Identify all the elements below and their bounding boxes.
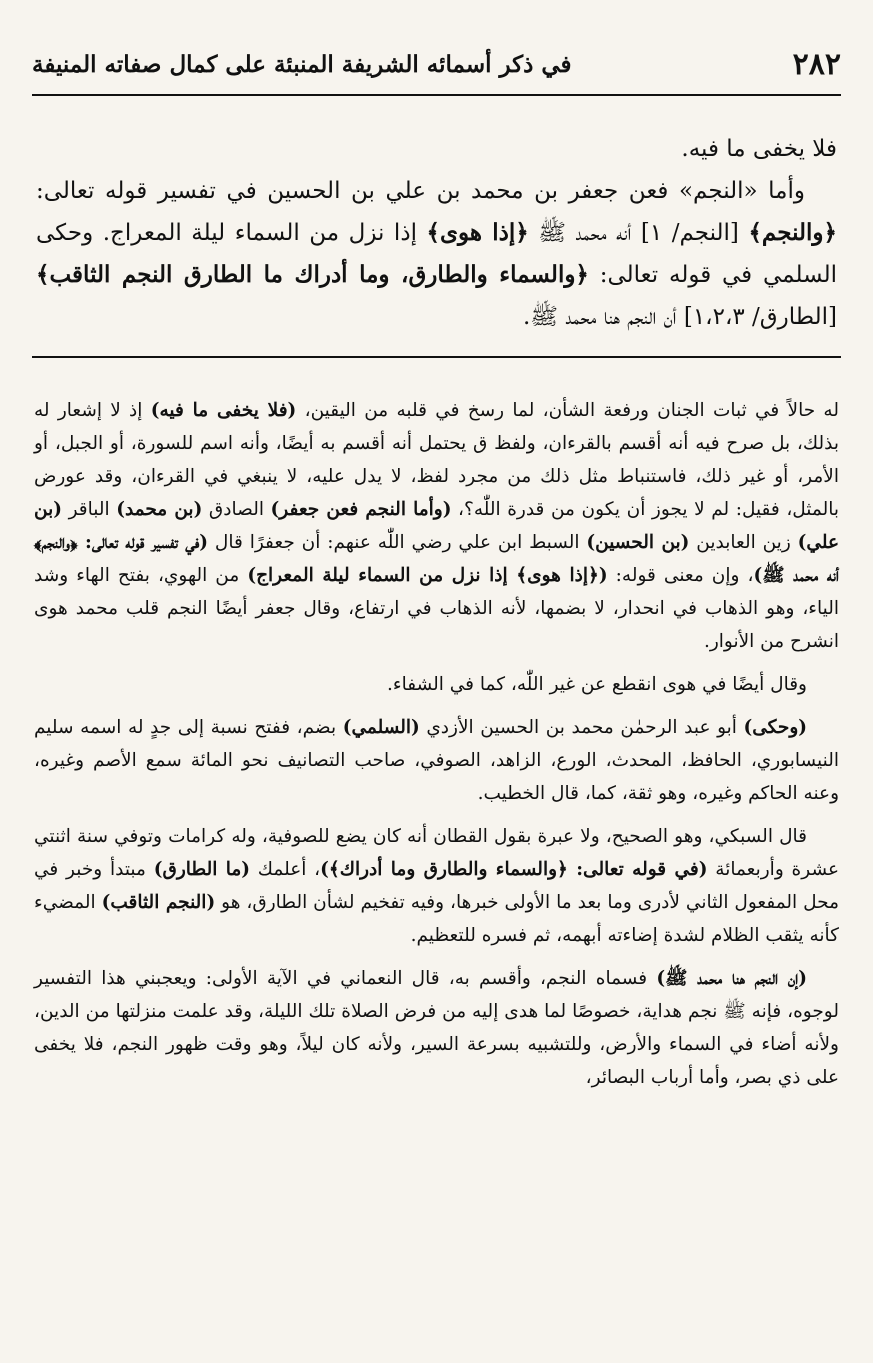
text-run: ، أعلمك: [250, 859, 321, 880]
text-run: مبتدأ وخبر في محل المفعول الثاني لأدرى وما بعد ما الأولى خبرها، وفيه تفخيم لشأن الطارق، هو: [34, 859, 839, 913]
header-rule: [32, 94, 841, 96]
text-run: فسماه النجم، وأقسم به، قال النعماني في الآية الأولى: ويعجبني هذا التفسير لوجوه، فإنه ﷺ نجم هداية، خصوصًا لما هدى إليه من فرض الصلاة تلك الليلة، وقد علمت منزلتها من الدين، ولأنه أضاء في السماء والأرض، وللتشبيه بسرعة السير، ولأنه كان ليلاً، وهو وقت ظهور النجم، فلا يخفى على ذي بصر، وأما أرباب البصائر،: [34, 968, 839, 1088]
bold-run: (في قوله تعالى: ﴿والسماء والطارق وما أدراك﴾): [320, 859, 708, 880]
bold-run: (إن النجم هنا محمد ﷺ): [656, 968, 807, 989]
bold-run: (في تفسير قوله تعالى: ﴿والنجم﴾ أنه محمد ﷺ): [34, 532, 839, 586]
text-run: الصادق: [202, 499, 271, 520]
bold-run: ﴿والسماء والطارق، وما أدراك ما الطارق النجم الثاقب﴾: [36, 261, 589, 288]
commentary-paragraph: [34, 394, 839, 658]
running-title: في ذكر أسمائه الشريفة المنبئة على كمال صفاته المنيفة: [32, 50, 572, 78]
commentary-paragraph: [34, 962, 839, 1094]
text-run: إذ لا إشعار له بذلك، بل صرح فيه أنه أقسم بالقرءان، ولفظ ق يحتمل أنه أقسم به أيضًا، وأنه اسم للسورة، أو الجبل، أو الأمر، أو غير ذلك، فاستنباط مثل ذلك من مجرد لفظ، لا يدل عليه، لا ينبغي في القرءان، وقد عورض بالمثل، فقيل: لم لا يجوز أن يكون من قدرة اللّٰه؟،: [34, 400, 840, 520]
text-run: أبو عبد الرحمٰن محمد بن الحسين الأزدي: [419, 717, 744, 738]
text-run: من الهوي، بفتح الهاء وشد الياء، وهو الذهاب في انحدار، لا بضمها، لأنه الذهاب في ارتفاع، وقال جعفر أيضًا النجم قلب محمد هوى انشرح من الأنوار.: [34, 565, 839, 652]
bold-run: (وأما النجم فعن جعفر): [270, 499, 452, 520]
bold-run: ﴿إذا هوى﴾: [426, 219, 529, 246]
text-run: وأما «النجم» فعن جعفر بن محمد بن علي بن الحسين في تفسير قوله تعالى:: [36, 178, 805, 204]
text-run: ، وإن معنى قوله:: [607, 565, 754, 586]
bold-run: (وحكى): [743, 717, 808, 738]
text-run: المضيء كأنه يثقب الظلام لشدة إضاءته أبهمه، ثم فسره للتعظيم.: [34, 892, 839, 946]
main-text: [36, 128, 837, 338]
bold-run: (﴿إذا هوى﴾ إذا نزل من السماء ليلة المعراج): [247, 565, 608, 586]
main-paragraph: [36, 170, 837, 338]
commentary: [34, 394, 839, 1104]
text-run: بضم، ففتح نسبة إلى جدٍ له اسمه سليم النيسابوري، الحافظ، المحدث، الورع، الزاهد، الصوفي، صاحب التصانيف نحو المائة سمع الأصم وغيره، وعنه الحاكم وغيره، وهو ثقة، كما، قال الخطيب.: [34, 717, 839, 804]
bold-run: (فلا يخفى ما فيه): [150, 400, 297, 421]
text-run: إذا نزل من السماء ليلة المعراج. وحكى السلمي في قوله تعالى:: [36, 220, 837, 288]
text-run: [الطارق/ ١،٢،٣] أن النجم هنا محمد ﷺ.: [522, 304, 837, 330]
bold-run: (بن الحسين): [586, 532, 690, 553]
commentary-paragraph: [34, 711, 839, 810]
page-number: ٢٨٢: [792, 46, 841, 82]
commentary-paragraph: وقال أيضًا في هوى انقطع عن غير اللّٰه، كما في الشفاء.: [387, 674, 807, 695]
bold-run: (بن محمد): [116, 499, 203, 520]
main-paragraph: فلا يخفى ما فيه.: [681, 136, 837, 162]
text-run: قال السبكي، وهو الصحيح، ولا عبرة بقول القطان أنه كان يضع للصوفية، وله كرامات وتوفي سنة اثنتي عشرة وأربعمائة: [34, 826, 839, 880]
bold-run: (النجم الثاقب): [101, 892, 216, 913]
bold-run: (السلمي): [342, 717, 420, 738]
text-run: له حالاً في ثبات الجنان ورفعة الشأن، لما رسخ في قلبه من اليقين،: [296, 400, 839, 421]
commentary-paragraph: [34, 820, 839, 952]
bold-run: ﴿والنجم﴾: [748, 219, 837, 246]
commentary-separator: [32, 356, 841, 358]
text-run: زين العابدين: [689, 532, 798, 553]
bold-run: (بن علي): [34, 499, 839, 553]
text-run: الباقر: [62, 499, 117, 520]
page-header: [32, 38, 841, 90]
bold-run: (ما الطارق): [153, 859, 250, 880]
text-run: [النجم/ ١] أنه محمد ﷺ: [528, 220, 749, 246]
text-run: السبط ابن علي رضي اللّٰه عنهم: أن جعفرًا قال: [208, 532, 587, 553]
